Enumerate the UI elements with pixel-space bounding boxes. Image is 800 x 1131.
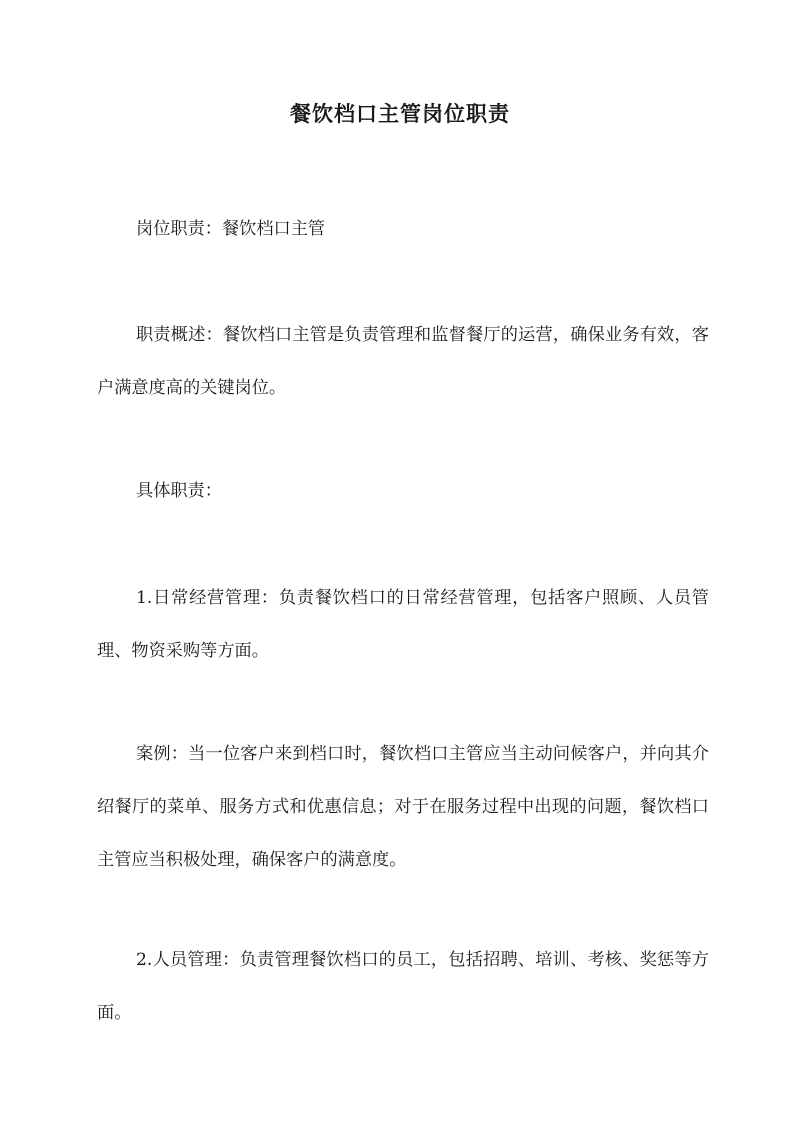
document-title: 餐饮档口主管岗位职责 bbox=[290, 101, 510, 126]
duty-1-paragraph: 1.日常经营管理：负责餐饮档口的日常经营管理，包括客户照顾、人员管理、物资采购等方面。 bbox=[97, 588, 709, 661]
overview-paragraph: 职责概述：餐饮档口主管是负责管理和监督餐厅的运营，确保业务有效，客户满意度高的关键岗位。 bbox=[97, 325, 709, 398]
duty-2-paragraph: 2.人员管理：负责管理餐饮档口的员工，包括招聘、培训、考核、奖惩等方面。 bbox=[97, 950, 709, 1023]
duties-heading-paragraph: 具体职责： bbox=[136, 481, 222, 501]
position-paragraph: 岗位职责：餐饮档口主管 bbox=[136, 219, 326, 239]
example-paragraph: 案例：当一位客户来到档口时，餐饮档口主管应当主动问候客户，并向其介绍餐厅的菜单、服务方式和优惠信息；对于在服务过程中出现的问题，餐饮档口主管应当积极处理，确保客户的满意度。 bbox=[97, 744, 709, 870]
